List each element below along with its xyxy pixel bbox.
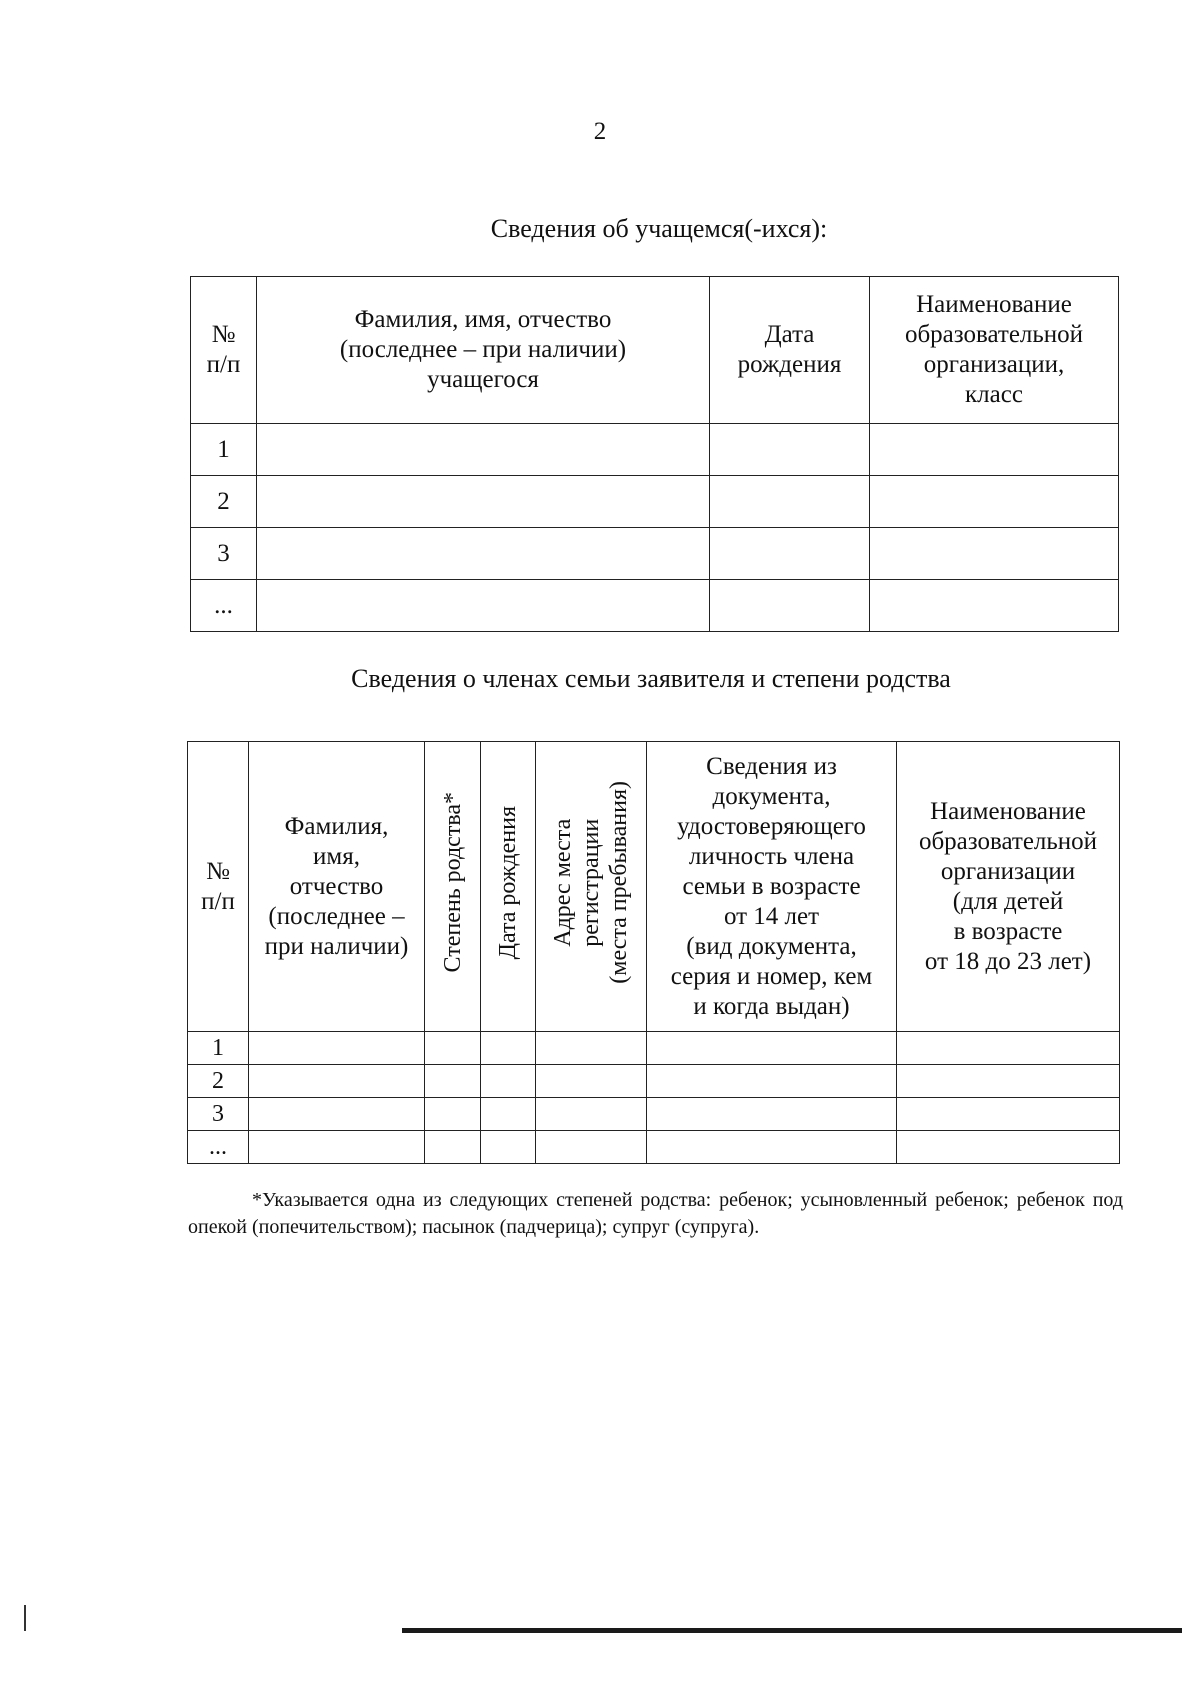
degree-cell[interactable]: [425, 1065, 481, 1098]
header-line: класс: [965, 381, 1023, 408]
header-line: №: [211, 321, 236, 348]
header-line: (последнее –: [268, 902, 405, 930]
header-line: организации: [940, 857, 1076, 885]
organization-cell[interactable]: [870, 424, 1119, 476]
students-table-header: [191, 277, 1119, 424]
degree-cell[interactable]: [425, 1131, 481, 1164]
header-line: учащегося: [427, 366, 539, 393]
fio-cell[interactable]: [257, 528, 710, 580]
header-cell-degree: [425, 742, 481, 1032]
document-cell[interactable]: [647, 1032, 897, 1065]
header-line: №: [206, 857, 230, 885]
table-row: [188, 1098, 1120, 1131]
address-cell[interactable]: [536, 1032, 647, 1065]
header-line: Фамилия,: [284, 812, 389, 840]
degree-label: Степень родства*: [439, 792, 466, 973]
header-line: Адрес места: [550, 818, 576, 947]
section-title-family: Сведения о членах семьи заявителя и степени родства: [351, 664, 951, 693]
organization-cell[interactable]: [897, 1131, 1120, 1164]
organization-cell[interactable]: [897, 1098, 1120, 1131]
row-number: 3: [188, 1098, 249, 1131]
header-line: п/п: [206, 351, 241, 378]
bottom-rule: [402, 1628, 1182, 1633]
organization-cell[interactable]: [897, 1032, 1120, 1065]
fio-cell[interactable]: [249, 1098, 425, 1131]
section-title-students: Сведения об учащемся(-ихся):: [490, 214, 828, 243]
header-line: семьи в возрасте: [682, 872, 861, 900]
header-line: удостоверяющего: [677, 812, 866, 840]
margin-mark: [24, 1605, 26, 1631]
header-line: образовательной: [904, 321, 1084, 348]
header-cell-birth-date: [710, 277, 870, 424]
row-number: 1: [188, 1032, 249, 1065]
birth-date-cell[interactable]: [710, 476, 870, 528]
footnote: *Указывается одна из следующих степеней родства: ребенок; усыновленный ребенок; ребенок под опекой (попечительством); пасынок (падчерица); супруг (супруга).: [188, 1189, 1123, 1238]
row-number: ...: [188, 1131, 249, 1164]
family-table: [187, 741, 1120, 1164]
header-line: серия и номер, кем: [670, 962, 873, 990]
birth-date-cell[interactable]: [481, 1131, 536, 1164]
document-cell[interactable]: [647, 1131, 897, 1164]
fio-cell[interactable]: [249, 1065, 425, 1098]
row-number: 1: [191, 424, 257, 476]
fio-cell[interactable]: [257, 476, 710, 528]
table-row: [188, 1065, 1120, 1098]
header-line: Наименование: [930, 797, 1086, 825]
address-cell[interactable]: [536, 1098, 647, 1131]
document-cell[interactable]: [647, 1065, 897, 1098]
header-cell-fio: [257, 277, 710, 424]
organization-cell[interactable]: [870, 528, 1119, 580]
birth-date-label: Дата рождения: [495, 805, 521, 960]
fio-cell[interactable]: [257, 424, 710, 476]
birth-date-cell[interactable]: [710, 424, 870, 476]
students-table: [190, 276, 1119, 632]
row-number: 2: [191, 476, 257, 528]
table-row: [191, 528, 1119, 580]
header-cell-organization: [897, 742, 1120, 1032]
header-line: образовательной: [918, 827, 1098, 855]
header-line: личность члена: [688, 842, 855, 870]
birth-date-cell[interactable]: [481, 1098, 536, 1131]
header-line: рождения: [737, 351, 842, 378]
table-row: [188, 1032, 1120, 1065]
header-line: (места пребывания): [606, 781, 632, 984]
header-cell-number: [188, 742, 249, 1032]
birth-date-cell[interactable]: [710, 580, 870, 632]
header-line: (последнее – при наличии): [339, 336, 627, 363]
header-cell-birth-date: [481, 742, 536, 1032]
birth-date-cell[interactable]: [710, 528, 870, 580]
fio-cell[interactable]: [257, 580, 710, 632]
header-line: (вид документа,: [686, 932, 857, 960]
fio-cell[interactable]: [249, 1032, 425, 1065]
header-line: п/п: [201, 887, 235, 915]
header-line: Наименование: [916, 291, 1072, 318]
header-line: имя,: [313, 842, 360, 870]
row-number: 2: [188, 1065, 249, 1098]
header-line: регистрации: [578, 818, 604, 947]
address-label: [549, 781, 633, 984]
row-number: 3: [191, 528, 257, 580]
family-table-header: [188, 742, 1120, 1032]
header-cell-number: [191, 277, 257, 424]
table-row: [191, 476, 1119, 528]
header-line: при наличии): [264, 932, 409, 960]
document-cell[interactable]: [647, 1098, 897, 1131]
header-line: Фамилия, имя, отчество: [354, 306, 612, 333]
header-line: отчество: [289, 872, 384, 900]
header-line: документа,: [712, 782, 831, 810]
table-row: [191, 580, 1119, 632]
organization-cell[interactable]: [870, 476, 1119, 528]
header-line: от 18 до 23 лет): [924, 947, 1092, 975]
header-line: Сведения из: [706, 752, 837, 780]
organization-cell[interactable]: [897, 1065, 1120, 1098]
row-number: ...: [191, 580, 257, 632]
header-line: от 14 лет: [723, 902, 820, 930]
header-cell-address: [536, 742, 647, 1032]
birth-date-cell[interactable]: [481, 1065, 536, 1098]
header-line: в возрасте: [953, 917, 1063, 945]
page-number: 2: [593, 118, 607, 145]
header-cell-organization: [870, 277, 1119, 424]
address-cell[interactable]: [536, 1065, 647, 1098]
organization-cell[interactable]: [870, 580, 1119, 632]
header-line: (для детей: [952, 887, 1064, 915]
header-cell-fio: [249, 742, 425, 1032]
table-row: [191, 424, 1119, 476]
header-line: Дата: [764, 321, 815, 348]
header-cell-document: [647, 742, 897, 1032]
fio-cell[interactable]: [249, 1131, 425, 1164]
birth-date-cell[interactable]: [481, 1032, 536, 1065]
address-cell[interactable]: [536, 1131, 647, 1164]
degree-cell[interactable]: [425, 1032, 481, 1065]
header-line: и когда выдан): [693, 992, 850, 1020]
degree-cell[interactable]: [425, 1098, 481, 1131]
header-line: организации,: [923, 351, 1065, 378]
table-row: [188, 1131, 1120, 1164]
